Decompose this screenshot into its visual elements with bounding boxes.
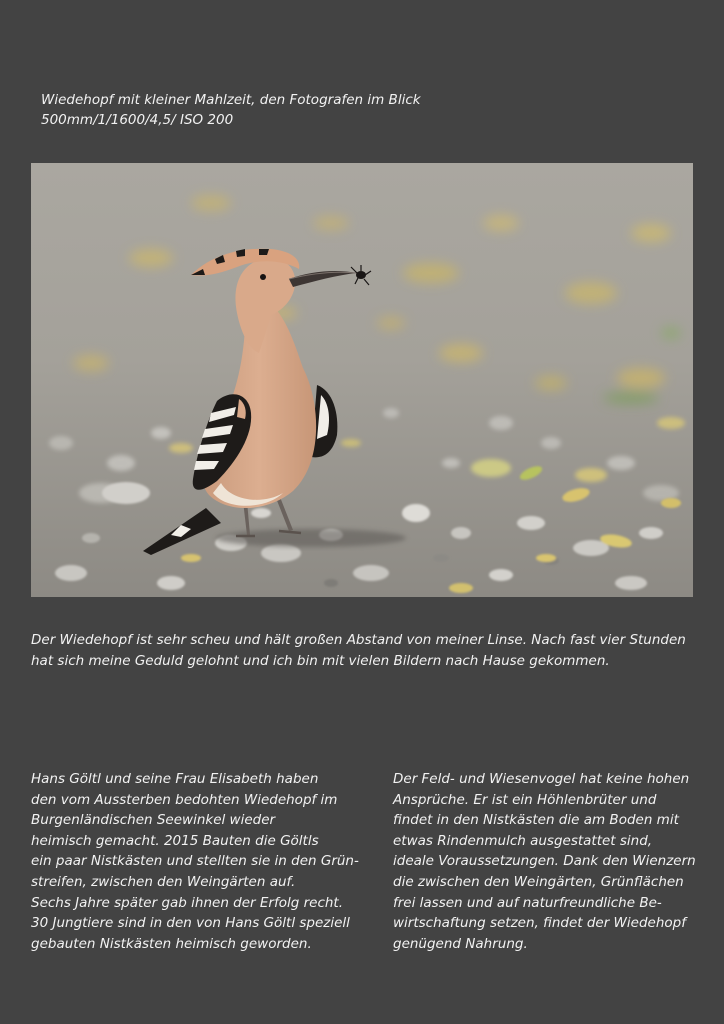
text-line: den vom Aussterben bedohten Wiedehopf im	[31, 791, 338, 808]
text-line: streifen, zwischen den Weingärten auf.	[31, 873, 296, 890]
text-line: die zwischen den Weingärten, Grünflächen	[393, 873, 684, 890]
text-line: frei lassen und auf naturfreundliche Be-	[393, 894, 662, 911]
intro-line: Der Wiedehopf ist sehr scheu und hält großen Abstand von meiner Linse. Nach fast vier Stunden	[31, 632, 686, 648]
text-line: Burgenländischen Seewinkel wieder	[31, 812, 276, 829]
text-line: Der Feld- und Wiesenvogel hat keine hohen	[393, 771, 690, 787]
intro-line: hat sich meine Geduld gelohnt und ich bin mit vielen Bildern nach Hause gekommen.	[31, 652, 610, 669]
text-line: wirtschaftung setzen, findet der Wiedehopf	[393, 915, 686, 932]
text-line: Hans Göltl und seine Frau Elisabeth haben	[31, 771, 319, 787]
text-line: gebauten Nistkästen heimisch geworden.	[31, 935, 312, 952]
text-line: ideale Voraussetzungen. Dank den Wienzern	[393, 853, 696, 870]
caption-title: Wiedehopf mit kleiner Mahlzeit, den Fotografen im Blick	[41, 92, 421, 108]
text-line: ein paar Nistkästen und stellten sie in den Grün-	[31, 853, 359, 870]
text-line: Sechs Jahre später gab ihnen der Erfolg recht.	[31, 894, 344, 911]
text-line: etwas Rindenmulch ausgestattet sind,	[393, 832, 653, 849]
text-line: findet in den Nistkästen die am Boden mit	[393, 812, 679, 829]
text-line: heimisch gemacht. 2015 Bauten die Göltls	[31, 832, 319, 849]
caption-exif: 500mm/1/1600/4,5/ ISO 200	[41, 112, 234, 128]
left-column-text	[31, 769, 371, 954]
intro-paragraph	[31, 630, 701, 671]
hoopoe-photo	[31, 163, 693, 597]
text-line: Ansprüche. Er ist ein Höhlenbrüter und	[393, 791, 657, 808]
photo-caption	[41, 90, 641, 130]
right-column-text	[393, 769, 703, 954]
text-line: genügend Nahrung.	[393, 935, 528, 952]
text-line: 30 Jungtiere sind in den von Hans Göltl speziell	[31, 915, 350, 932]
